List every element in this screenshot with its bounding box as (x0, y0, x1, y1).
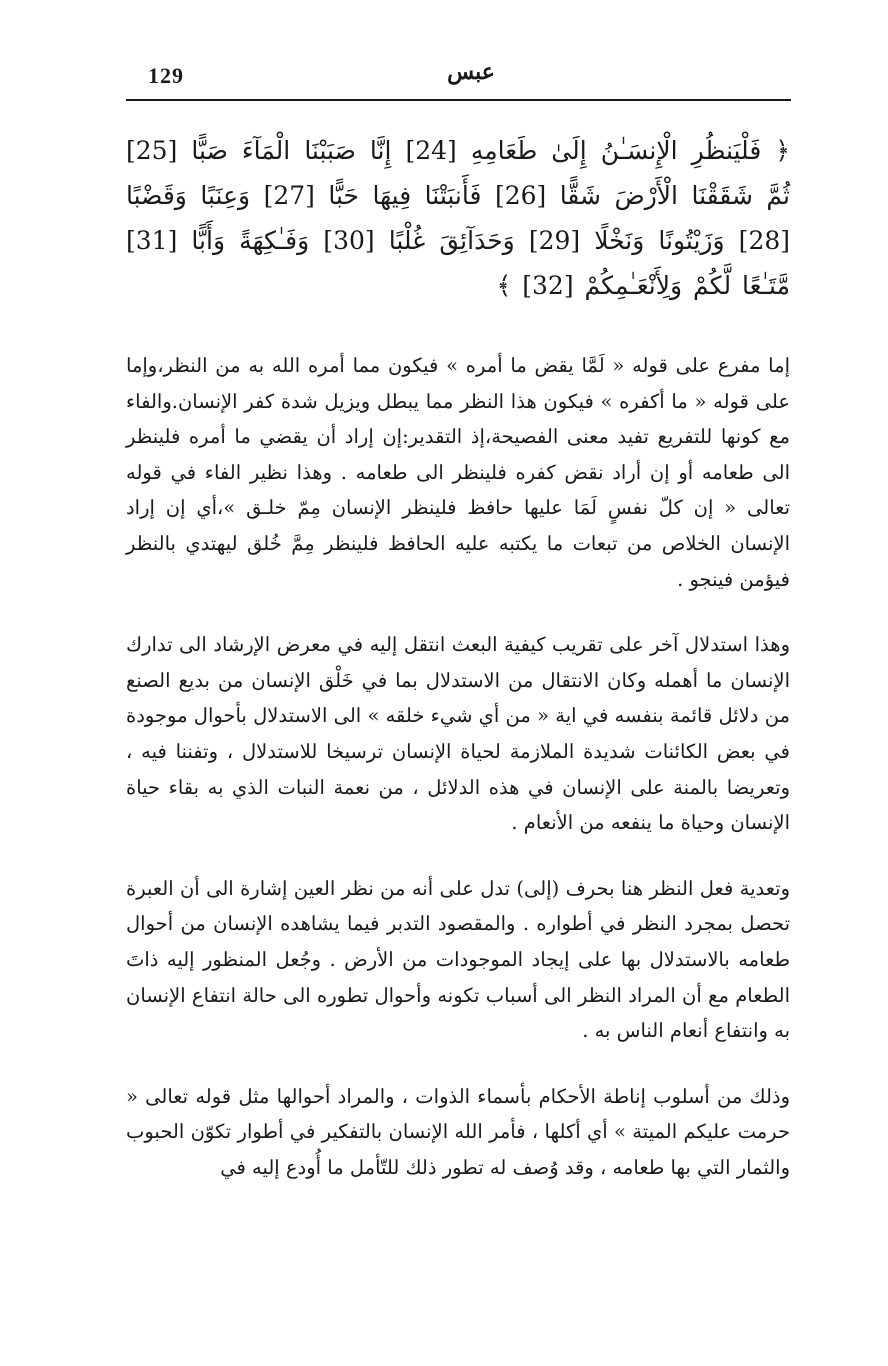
paragraph-2: وهذا استدلال آخر على تقريب كيفية البعث انتقل إليه في معرض الإرشاد الى تدارك الإنسان ما أهمله وكان الانتقال من الاستدلال بما في خَلْق الإنسان من بديع الصنع من دلائل قائمة بنفسه في اية « من أي شيء خلقه » الى الاستدلال بأحوال موجودة في بعض الكائنات شديدة الملازمة لحياة الإنسان ترسيخا للاستدلال ، وتفننا فيه ، وتعريضا بالمنة على الإنسان في هذه الدلائل ، من نعمة النبات الذي به بقاء حياة الإنسان وحياة ما ينفعه من الأنعام . (126, 633, 790, 835)
header-divider (126, 99, 791, 101)
paragraph-3: وتعدية فعل النظر هنا بحرف (إلى) تدل على أنه من نظر العين إشارة الى أن العبرة تحصل بمجرد النظر في أطواره . والمقصود التدبر فيما يشاهده الإنسان من أحوال طعامه بالاستدلال بها على إيجاد الموجودات من الأرض . وجُعل المنظور إليه ذاتَ الطعام مع أن المراد النظر الى أسباب تكونه وأحوال تطوره الى حالة انتفاع الإنسان به وانتفاع أنعام الناس به . (126, 876, 790, 1043)
page-number: 129 (148, 63, 184, 88)
page-body (126, 128, 790, 1215)
running-title: عبس (447, 59, 495, 85)
quran-verse-block: ﴿ فَلْيَنظُرِ الْإِنسَـٰنُ إِلَىٰ طَعَامِهِ [24] إِنَّا صَبَبْنَا الْمَآءَ صَبًّا [25] ثُمَّ شَقَقْنَا الْأَرْضَ شَقًّا [26] فَأَنبَتْنَا فِيهَا حَبًّا [27] وَعِنَبًا وَقَضْبًا [28] وَزَيْتُونًا وَنَخْلًا [29] وَحَدَآئِقَ غُلْبًا [30] وَفَـٰكِهَةً وَأَبًّا [31] مَّتَـٰعًا لَّكُمْ وَلِأَنْعَـٰمِكُمْ [32] ﴾ (126, 136, 791, 300)
paragraph-1: إما مفرع على قوله « لَمَّا يقض ما أمره » فيكون مما أمره الله به من النظر،وإما على قوله « ما أكفره » فيكون هذا النظر مما يبطل ويزيل شدة كفر الإنسان.والفاء مع كونها للتفريع تفيد معنى الفصيحة،إذ التقدير:إن إراد أن يقضي ما أمره فلينظر الى طعامه أو إن أراد نقض كفره فلينظر الى طعامه . وهذا نظير الفاء في قوله تعالى « إن كلّ نفسٍ لَمَا عليها حافظ فلينظر الإنسان مِمّ خلـق »،أي إن إراد الإنسان الخلاص من تبعات ما يكتبه عليه الحافظ فلينظر مِمَّ خُلق ليهتدي بالنظر فيؤمن فينجو . (126, 354, 790, 591)
page-header (126, 55, 791, 103)
paragraph-4: وذلك من أسلوب إناطة الأحكام بأسماء الذوات ، والمراد أحوالها مثل قوله تعالى « حرمت عليكم الميتة » أي أكلها ، فأمر الله الإنسان بالتفكير في أطوار تكوّن الحبوب والثمار التي بها طعامه ، وقد وُصف له تطور ذلك للتّأمل ما أُودع إليه في (126, 1084, 790, 1179)
